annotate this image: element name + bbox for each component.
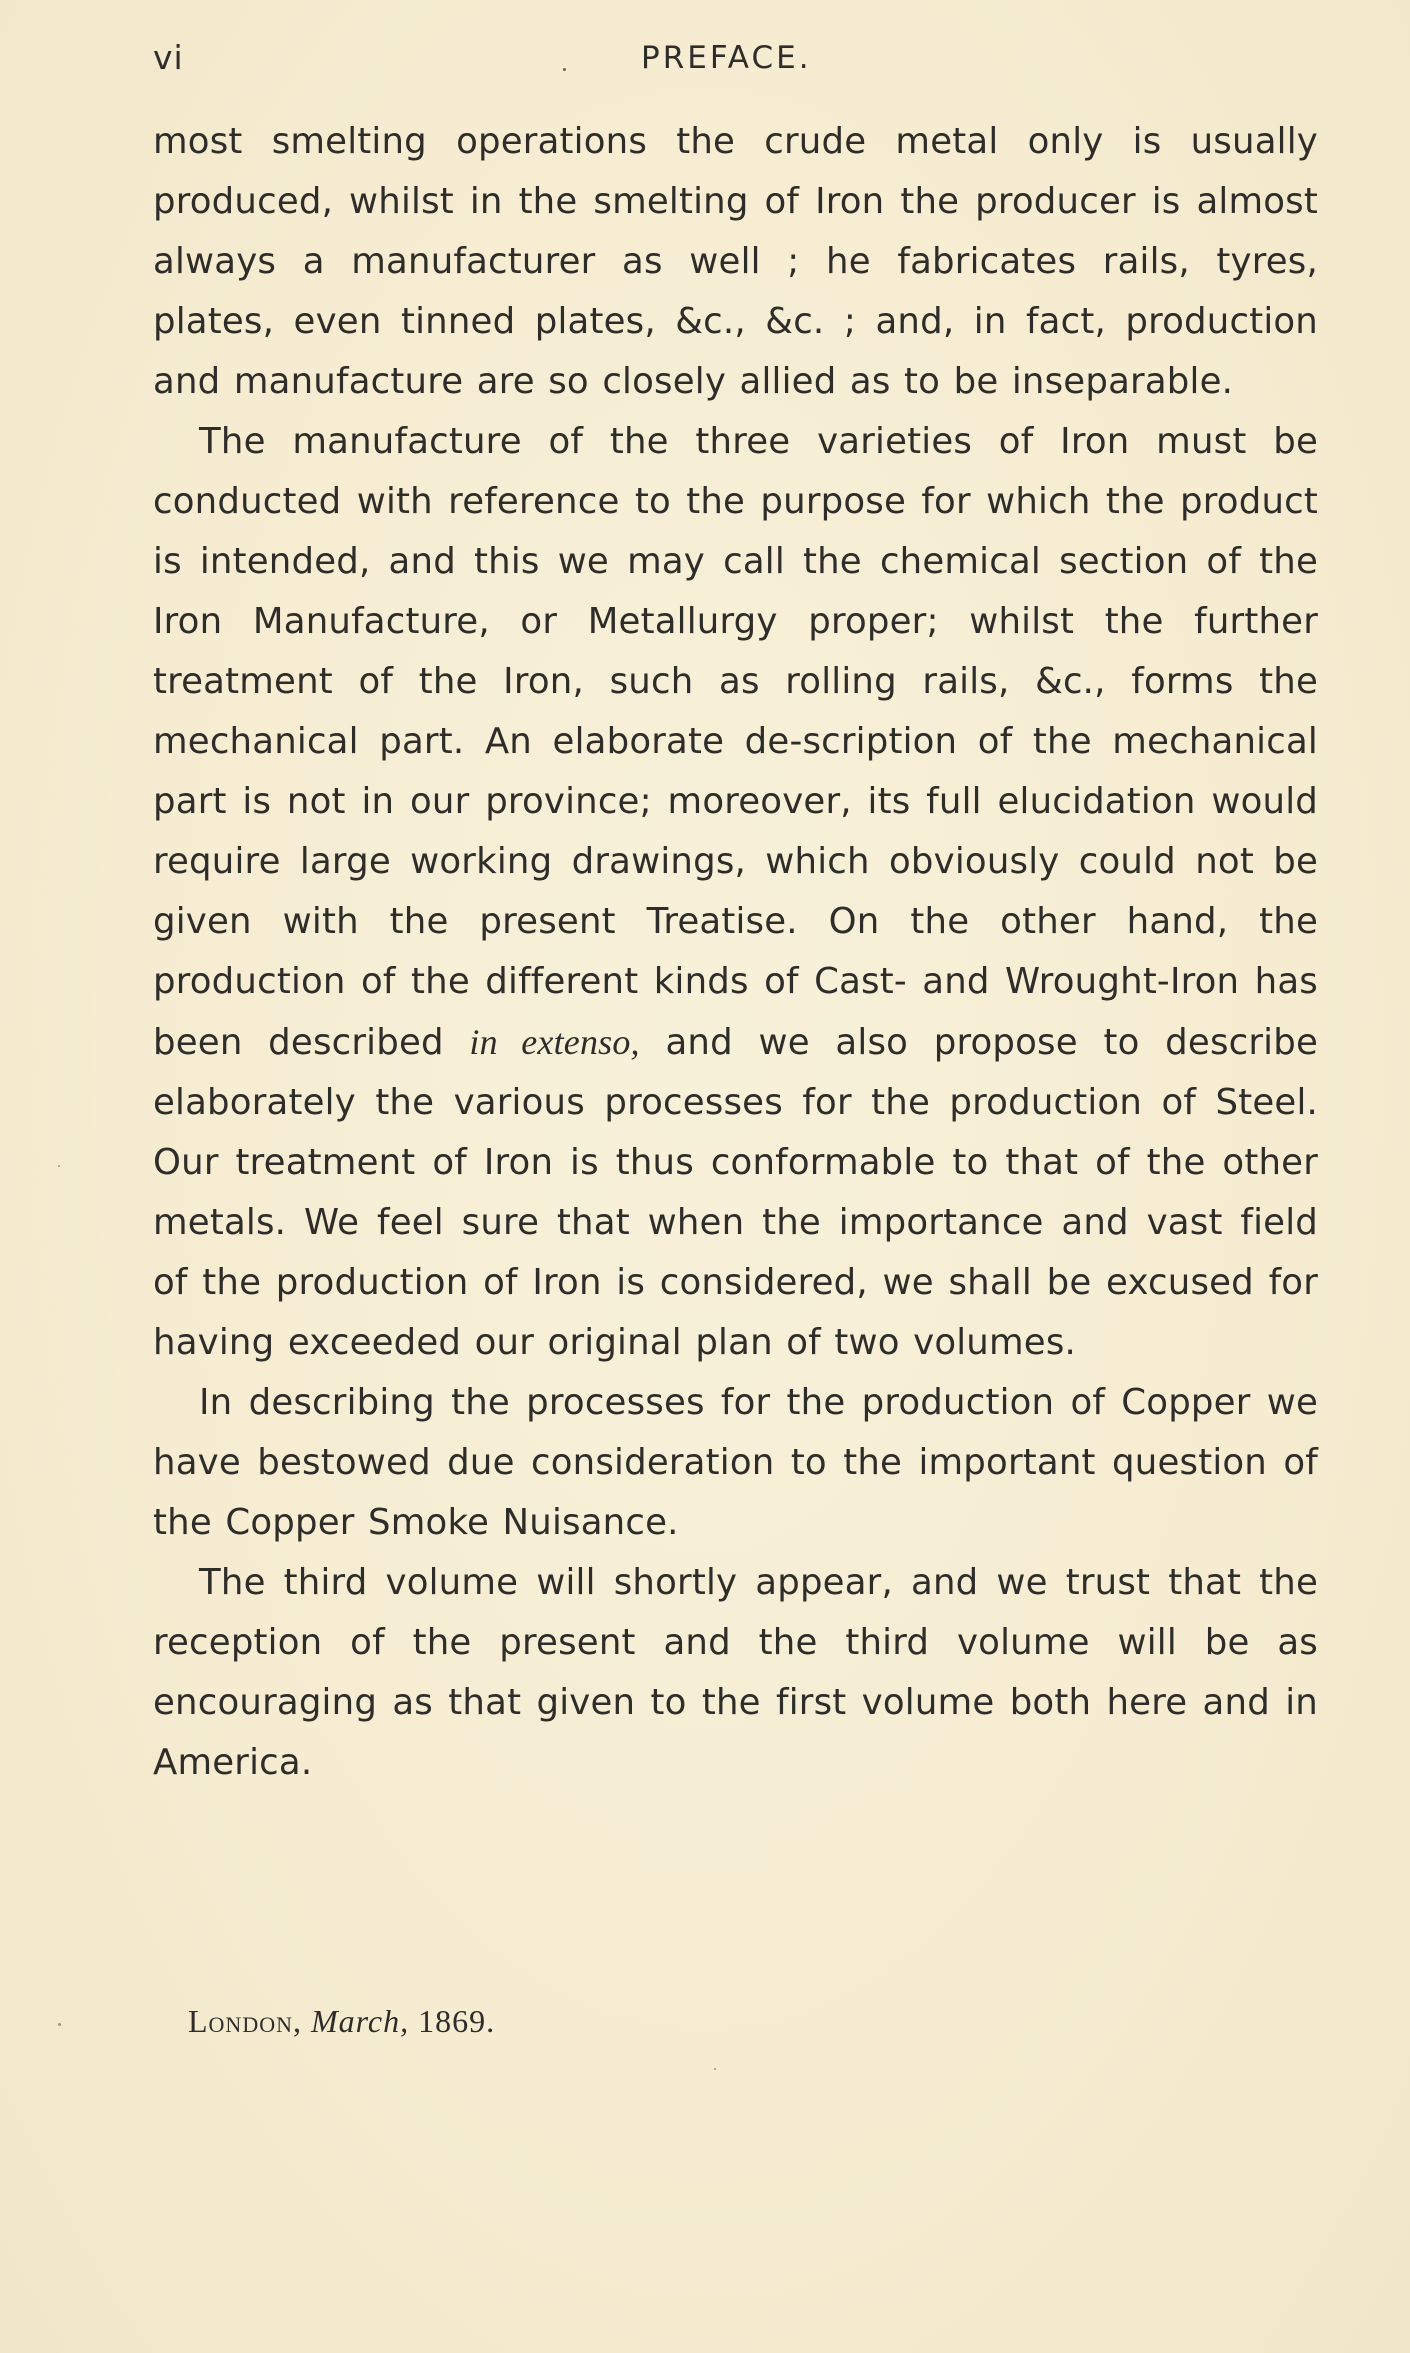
body-text [153, 112, 1318, 1793]
paragraph-2 [153, 412, 1318, 1373]
paper-speck [58, 2023, 61, 2026]
signoff-place: London, [188, 2003, 302, 2039]
signoff [188, 2003, 495, 2040]
running-head: PREFACE. [641, 40, 812, 76]
paper-speck [714, 2068, 716, 2070]
paragraph-1: most smelting operations the crude metal only is usually produced, whilst in the smelting of Iron the producer is almost always a manufacturer as well ; he fabricates rails, tyres, plates, even tinned plates, &c., &c. ; and, in fact, production and manufacture are so closely allied as to be inseparable. [153, 121, 1318, 402]
paragraph-2-rest: and we also propose to describe elaborately the various processes for the production of Steel. Our treatment of Iron is thus conformable to that of the other metals. We feel sure that when the importance and vast field of the production of Iron is considered, we shall be excused for having exceeded our original plan of two volumes. [153, 1022, 1318, 1363]
paragraph-4: The third volume will shortly appear, and we trust that the reception of the present and the third volume will be as encouraging as that given to the first volume both here and in America. [153, 1562, 1318, 1783]
page-header [153, 38, 1318, 88]
paragraph-2-text: The manufacture of the three varieties of Iron must be conducted with reference to the purpose for which the product is intended, and this we may call the chemical section of the Iron Manufacture, or Metallurgy proper; whilst the further treatment of the Iron, such as rolling rails, &c., forms the mechanical part. An elaborate de-scription of the mechanical part is not in our province; moreover, its full elucidation would require large working drawings, which obviously could not be given with the present Treatise. On the other hand, the production of the different kinds of Cast- and Wrought-Iron has been described [153, 421, 1318, 1063]
signoff-year: 1869. [418, 2003, 496, 2039]
page-number: vi [153, 38, 184, 77]
paragraph-2-italic: in extenso, [469, 1022, 640, 1062]
signoff-month: March, [311, 2003, 410, 2039]
paper-speck [58, 1165, 60, 1167]
paragraph-3: In describing the processes for the production of Copper we have bestowed due consideration to the important question of the Copper Smoke Nuisance. [153, 1382, 1318, 1543]
header-dot [563, 68, 566, 71]
